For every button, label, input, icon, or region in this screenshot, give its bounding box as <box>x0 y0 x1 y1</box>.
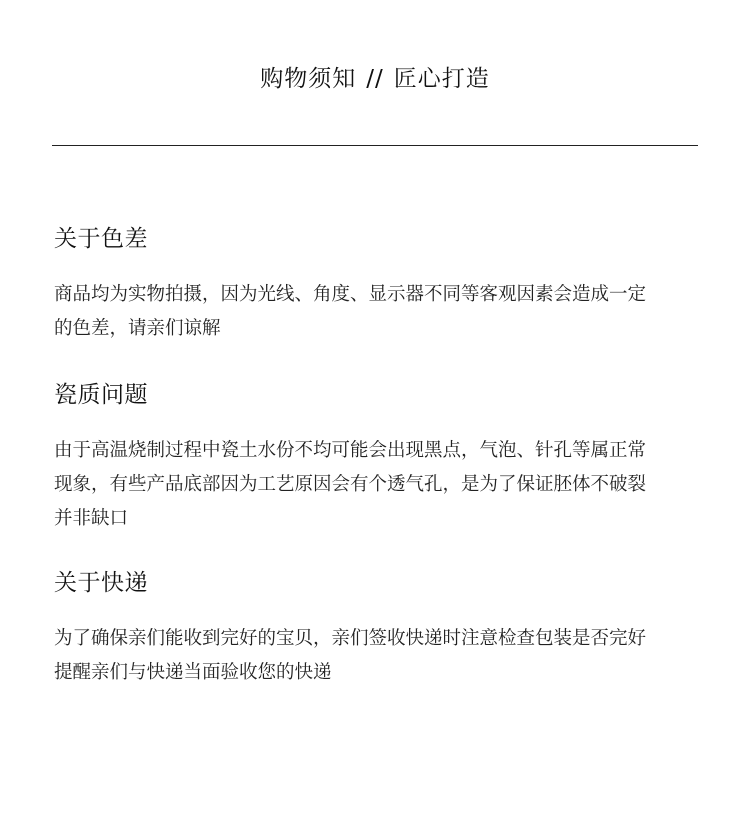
body-line: 现象，有些产品底部因为工艺原因会有个透气孔，是为了保证胚体不破裂 <box>54 474 647 495</box>
section-delivery <box>54 568 704 690</box>
body-line: 由于高温烧制过程中瓷土水份不均可能会出现黑点，气泡、针孔等属正常 <box>54 440 647 461</box>
page-title-left: 购物须知 <box>260 66 357 92</box>
title-separator: // <box>366 66 384 92</box>
body-line: 并非缺口 <box>54 508 129 529</box>
page-title <box>0 64 750 94</box>
page-title-right: 匠心打造 <box>393 66 490 92</box>
section-body <box>54 622 704 690</box>
section-heading: 关于快递 <box>54 570 148 596</box>
body-line: 为了确保亲们能收到完好的宝贝，亲们签收快递时注意检查包装是否完好 <box>54 628 647 649</box>
section-body <box>54 278 704 346</box>
body-line: 的色差，请亲们谅解 <box>54 318 221 339</box>
section-heading: 关于色差 <box>54 226 148 252</box>
section-heading: 瓷质问题 <box>54 382 148 408</box>
body-line: 商品均为实物拍摄，因为光线、角度、显示器不同等客观因素会造成一定 <box>54 284 647 305</box>
section-body <box>54 434 704 536</box>
section-porcelain-quality <box>54 380 704 536</box>
body-line: 提醒亲们与快递当面验收您的快递 <box>54 662 332 683</box>
section-color-difference <box>54 224 704 346</box>
header-divider <box>52 145 698 146</box>
